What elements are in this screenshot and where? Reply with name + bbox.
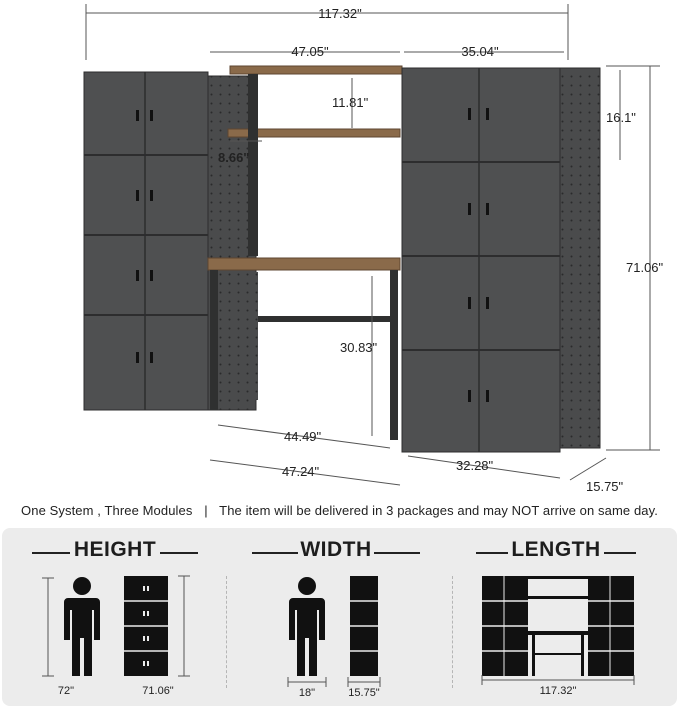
caption-separator: |	[204, 503, 208, 518]
person-icon-width	[289, 577, 325, 676]
dim-shelf-gap: 11.81"	[332, 95, 369, 110]
height-cabinet-label: 71.06"	[142, 685, 174, 697]
dim-depth: 15.75"	[586, 479, 624, 494]
length-title: LENGTH	[511, 538, 601, 561]
dim-shelf-depth: 8.66"	[218, 150, 250, 165]
comparison-panel	[2, 528, 677, 706]
person-icon	[64, 577, 100, 676]
width-cabinet-label: 15.75"	[348, 687, 380, 699]
height-title: HEIGHT	[73, 538, 157, 561]
dim-overall-width: 117.32"	[318, 6, 362, 21]
caption-system: One System , Three Modules	[21, 503, 193, 518]
width-title: WIDTH	[300, 538, 372, 561]
dim-shelf-span: 47.05"	[291, 44, 329, 59]
system-icon-length	[482, 576, 634, 676]
dim-desk-inner-width: 44.49"	[284, 429, 322, 444]
dim-cabinet-bottom-width: 32.28"	[456, 458, 494, 473]
dim-desk-width: 47.24"	[282, 464, 320, 479]
divider	[452, 576, 453, 688]
dim-desk-height: 30.83"	[340, 340, 378, 355]
caption-delivery-note: The item will be delivered in 3 packages and may NOT arrive on same day.	[219, 503, 658, 518]
right-cabinet-tower	[402, 68, 600, 452]
divider	[226, 576, 227, 688]
cabinet-icon-height	[124, 576, 168, 676]
length-label: 117.32"	[539, 685, 577, 697]
dim-right-cabinet-width: 35.04"	[461, 44, 499, 59]
dim-total-height: 71.06"	[626, 260, 664, 275]
dim-module-height: 16.1"	[606, 110, 636, 125]
height-person-label: 72"	[57, 685, 75, 697]
cabinet-icon-side	[350, 576, 378, 676]
width-person-label: 18"	[298, 687, 316, 699]
delivery-caption	[0, 503, 679, 518]
